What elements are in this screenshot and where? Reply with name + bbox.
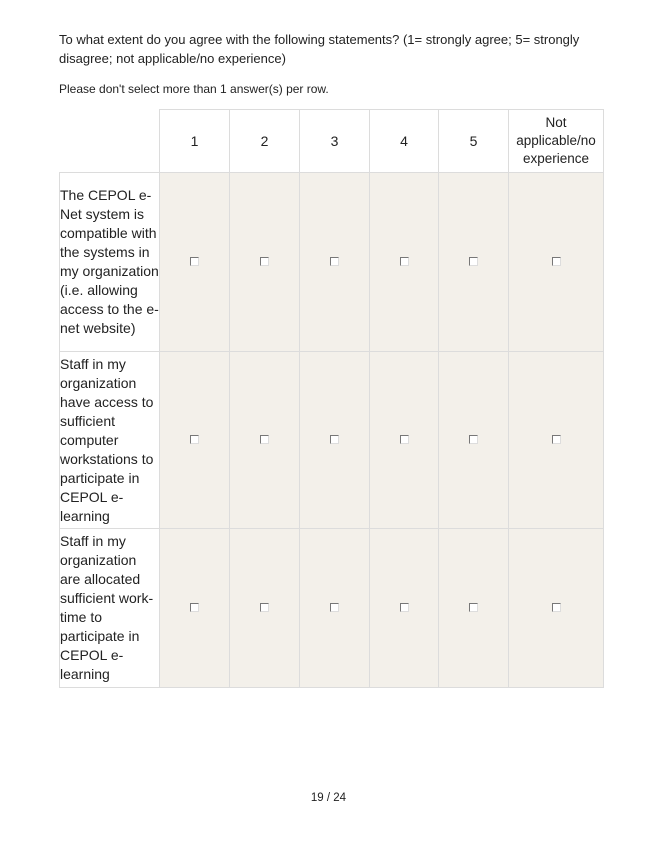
answer-cell: [370, 529, 439, 688]
checkbox[interactable]: [552, 257, 561, 266]
answer-cell: [370, 173, 439, 352]
checkbox[interactable]: [260, 603, 269, 612]
answer-cell: [439, 173, 509, 352]
checkbox[interactable]: [469, 603, 478, 612]
checkbox[interactable]: [190, 603, 199, 612]
checkbox[interactable]: [330, 257, 339, 266]
answer-cell: [439, 529, 509, 688]
answer-cell: [160, 529, 230, 688]
checkbox[interactable]: [260, 257, 269, 266]
checkbox[interactable]: [469, 257, 478, 266]
question-text: To what extent do you agree with the following statements? (1= strongly agree; 5= strongly disagree; not applicable/no experience): [59, 32, 580, 66]
answer-cell: [300, 173, 370, 352]
statement-label: Staff in my organization are allocated sufficient work-time to participate in CEPOL e-learning: [60, 529, 160, 688]
checkbox[interactable]: [400, 257, 409, 266]
answer-cell: [230, 529, 300, 688]
column-header-2: 2: [230, 110, 300, 173]
checkbox[interactable]: [260, 435, 269, 444]
answer-cell: [509, 529, 604, 688]
answer-cell: [230, 352, 300, 529]
table-row: [60, 352, 604, 529]
instruction-text: Please don't select more than 1 answer(s) per row.: [59, 82, 329, 96]
answer-cell: [300, 352, 370, 529]
column-header-3: 3: [300, 110, 370, 173]
header-row: [60, 110, 604, 173]
answer-cell: [509, 352, 604, 529]
checkbox[interactable]: [400, 603, 409, 612]
answer-cell: [230, 173, 300, 352]
checkbox[interactable]: [190, 435, 199, 444]
page-number: 19 / 24: [310, 792, 347, 804]
statement-label: Staff in my organization have access to sufficient computer workstations to participate in CEPOL e-learning: [60, 352, 160, 529]
checkbox[interactable]: [552, 603, 561, 612]
checkbox[interactable]: [330, 435, 339, 444]
answer-cell: [300, 529, 370, 688]
checkbox[interactable]: [552, 435, 561, 444]
answer-cell: [439, 352, 509, 529]
checkbox[interactable]: [330, 603, 339, 612]
table-row: [60, 529, 604, 688]
column-header-5: 5: [439, 110, 509, 173]
statement-label: The CEPOL e-Net system is compatible with the systems in my organization (i.e. allowing access to the e-net website): [60, 173, 160, 352]
checkbox[interactable]: [190, 257, 199, 266]
answer-cell: [370, 352, 439, 529]
answer-cell: [509, 173, 604, 352]
likert-grid: [59, 109, 604, 688]
table-row: [60, 173, 604, 352]
answer-cell: [160, 173, 230, 352]
column-header-1: 1: [160, 110, 230, 173]
column-header-4: 4: [370, 110, 439, 173]
header-corner: [60, 110, 160, 173]
column-header-not-applicable: Not applicable/no experience: [509, 110, 604, 173]
checkbox[interactable]: [400, 435, 409, 444]
checkbox[interactable]: [469, 435, 478, 444]
answer-cell: [160, 352, 230, 529]
